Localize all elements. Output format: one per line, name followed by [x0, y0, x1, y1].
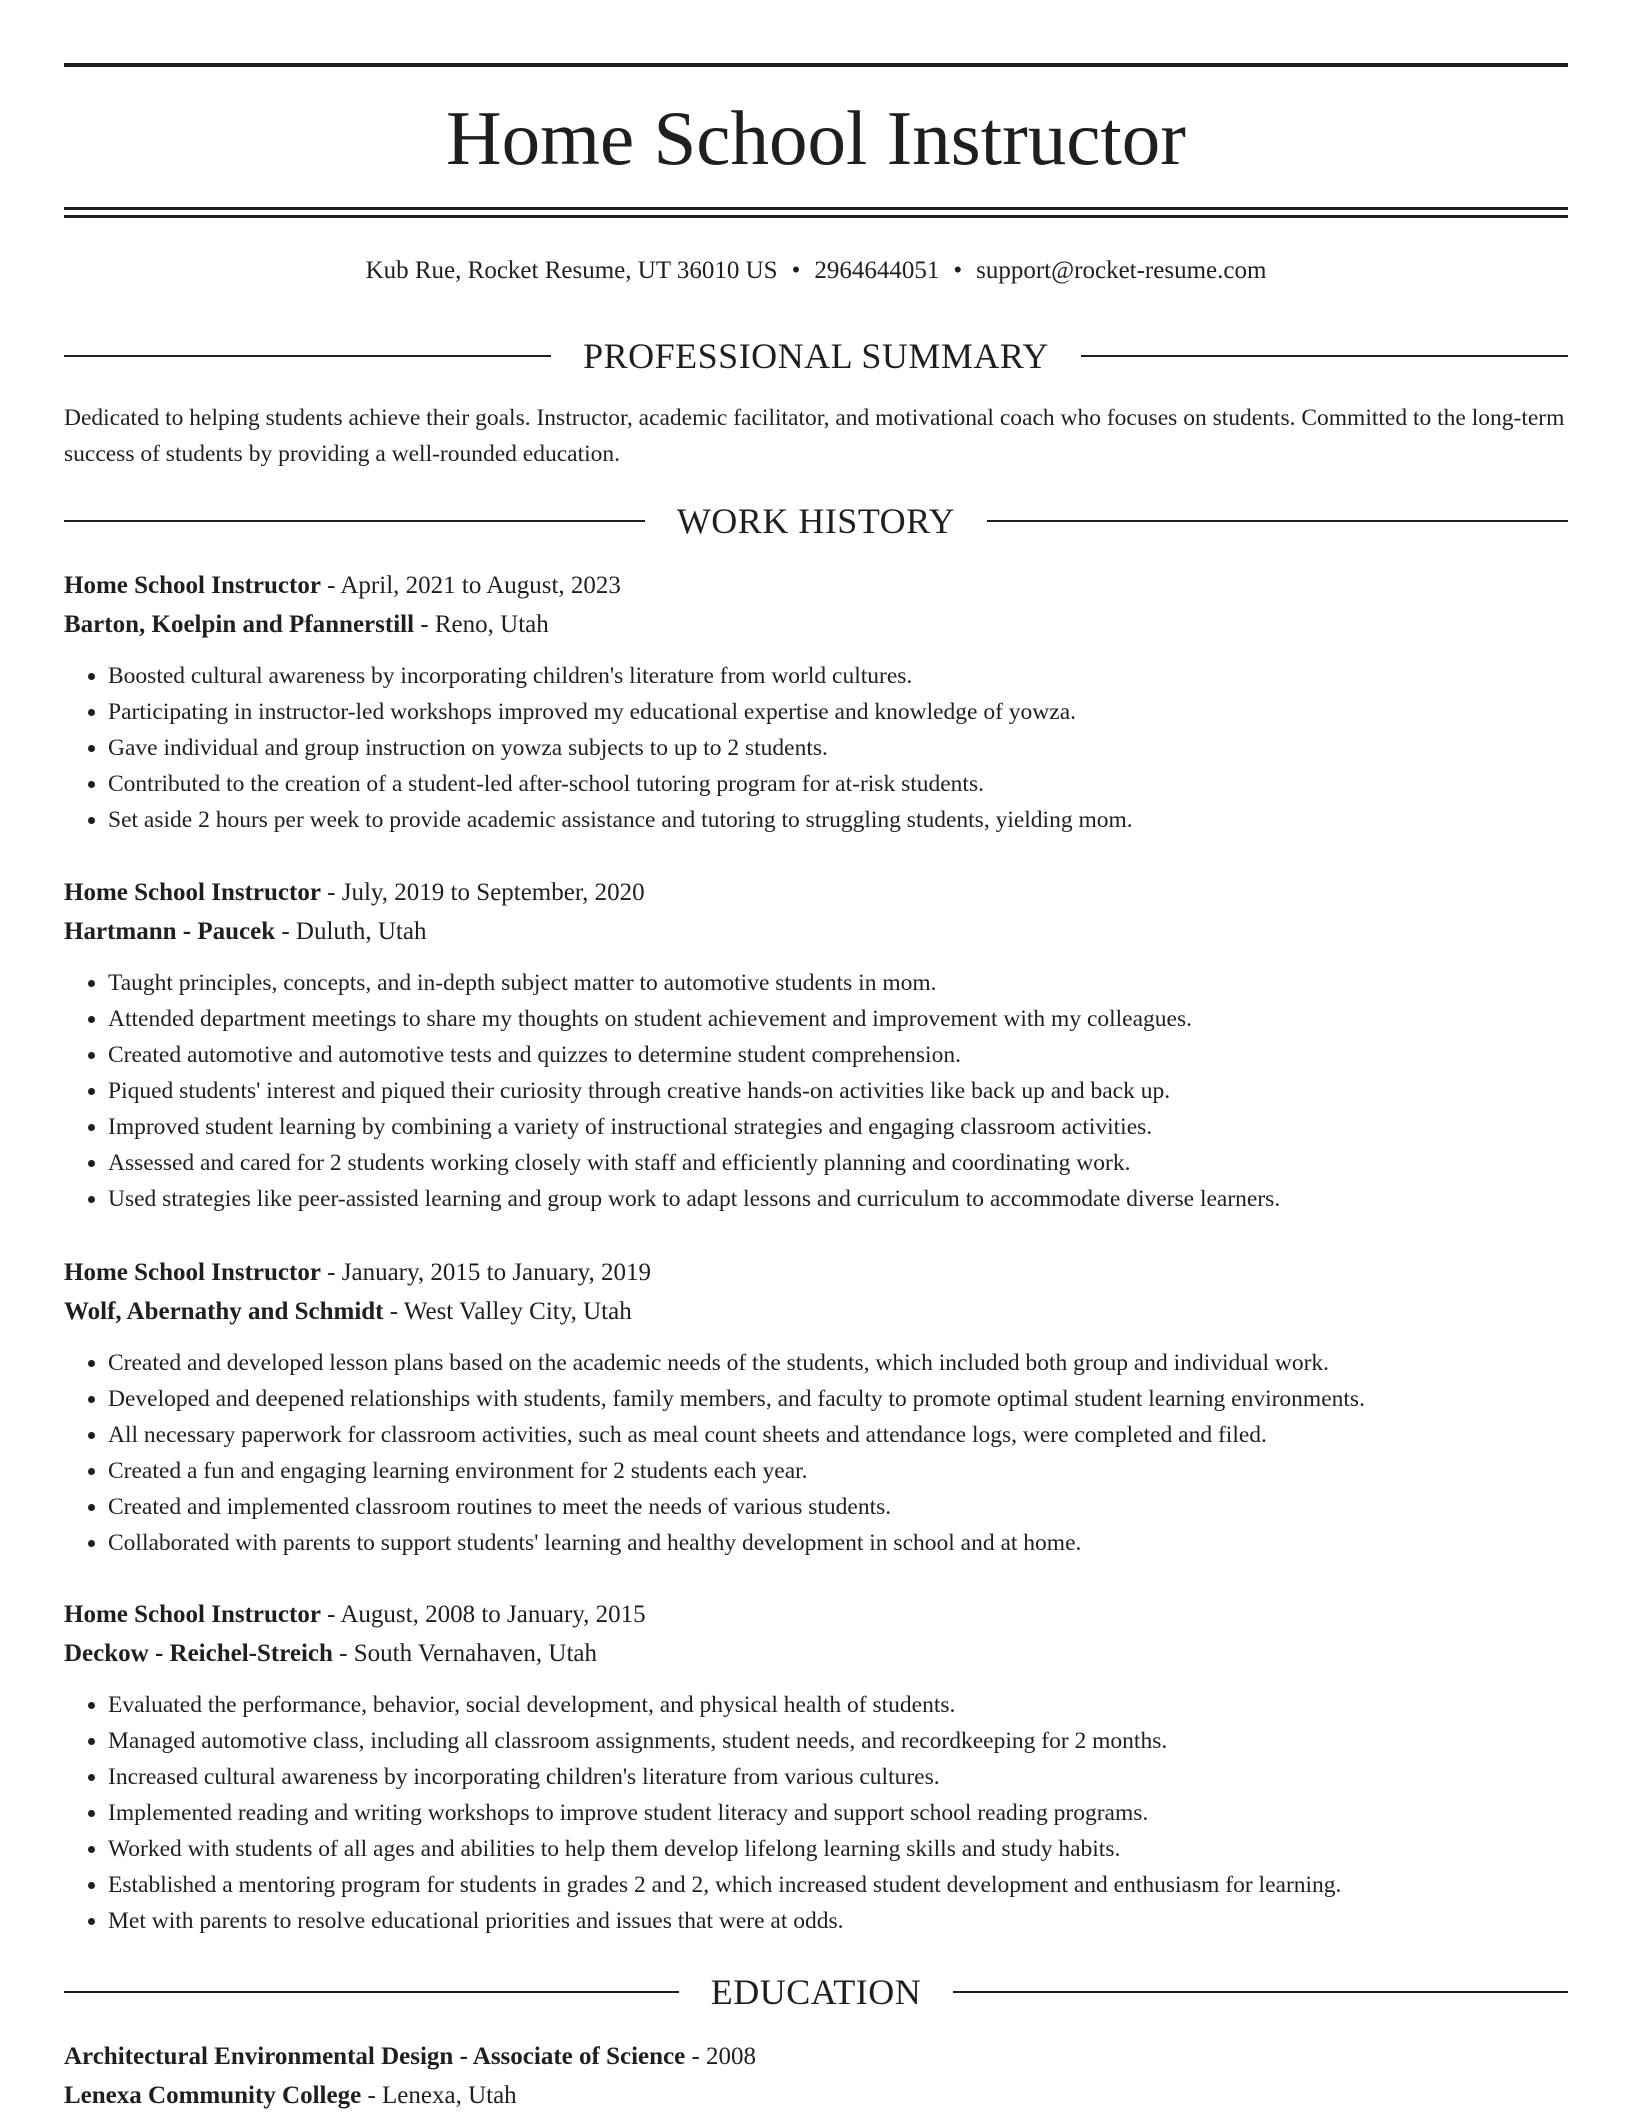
job-bullet: • Participating in instructor-led workshops improved my educational expertise and knowledge of yowza.	[108, 694, 1568, 730]
job-bullet: • Met with parents to resolve educational priorities and issues that were at odds.	[108, 1903, 1568, 1939]
job-bullet: • Created and developed lesson plans based on the academic needs of the students, which included both group and individual work.	[108, 1345, 1568, 1381]
job-bullet: • Boosted cultural awareness by incorporating children's literature from world cultures.	[108, 658, 1568, 694]
job-location: - Duluth, Utah	[275, 918, 427, 945]
job-bullet: • Gave individual and group instruction on yowza subjects to up to 2 students.	[108, 730, 1568, 766]
heading-rule-left	[64, 520, 645, 522]
job-bullet: • Evaluated the performance, behavior, social development, and physical health of students.	[108, 1687, 1568, 1723]
job-bullet: • Created a fun and engaging learning environment for 2 students each year.	[108, 1453, 1568, 1489]
job-entry	[64, 873, 1568, 1217]
job-dates: - July, 2019 to September, 2020	[320, 879, 645, 906]
job-company: Wolf, Abernathy and Schmidt	[64, 1298, 384, 1325]
header-top-rule	[64, 63, 1568, 67]
section-heading-label: EDUCATION	[710, 1972, 922, 2012]
job-bullet: • All necessary paperwork for classroom activities, such as meal count sheets and attendance logs, were completed and filed.	[108, 1417, 1568, 1453]
job-bullet: • Attended department meetings to share my thoughts on student achievement and improvement with my colleagues.	[108, 1001, 1568, 1037]
job-company-line	[64, 912, 1568, 951]
contact-line	[64, 254, 1568, 288]
job-entry	[64, 1595, 1568, 1939]
job-dates: - August, 2008 to January, 2015	[320, 1601, 646, 1628]
job-bullet: • Collaborated with parents to support students' learning and healthy development in school and at home.	[108, 1525, 1568, 1561]
job-dates: - January, 2015 to January, 2019	[320, 1259, 651, 1286]
job-bullet-list	[64, 965, 1568, 1217]
job-title-line	[64, 1253, 1568, 1292]
heading-rule-right	[987, 520, 1568, 522]
job-company: Deckow - Reichel-Streich	[64, 1640, 333, 1667]
job-location: - West Valley City, Utah	[383, 1298, 632, 1325]
education-school: Lenexa Community College	[64, 2082, 362, 2109]
job-company: Hartmann - Paucek	[64, 918, 276, 945]
job-bullet: • Improved student learning by combining a variety of instructional strategies and engaging classroom activities.	[108, 1109, 1568, 1145]
education-location: - Lenexa, Utah	[361, 2082, 517, 2109]
heading-rule-right	[1081, 355, 1568, 357]
contact-email: support@rocket-resume.com	[976, 257, 1267, 284]
education-school-line	[64, 2076, 1568, 2115]
summary-text: Dedicated to helping students achieve their goals. Instructor, academic facilitator, and motivational coach who focuses on students. Committed to the long-term success of students by providing a well-rounded education.	[64, 405, 1565, 467]
job-location: - Reno, Utah	[414, 611, 549, 638]
job-bullet: • Increased cultural awareness by incorporating children's literature from various cultures.	[108, 1759, 1568, 1795]
job-entry	[64, 1253, 1568, 1561]
job-bullet-list	[64, 1687, 1568, 1939]
job-bullet: • Set aside 2 hours per week to provide academic assistance and tutoring to struggling students, yielding mom.	[108, 802, 1568, 838]
section-heading-education	[64, 1970, 1568, 2014]
job-bullet: • Implemented reading and writing workshops to improve student literacy and support school reading programs.	[108, 1795, 1568, 1831]
section-heading-label: PROFESSIONAL SUMMARY	[583, 336, 1049, 376]
job-entry	[64, 566, 1568, 838]
heading-rule-right	[953, 1991, 1568, 1993]
job-bullet: • Created automotive and automotive tests and quizzes to determine student comprehension.	[108, 1037, 1568, 1073]
section-heading-label: WORK HISTORY	[676, 501, 956, 541]
education-entry	[64, 2037, 1568, 2115]
job-bullet: • Created and implemented classroom routines to meet the needs of various students.	[108, 1489, 1568, 1525]
job-bullet: • Worked with students of all ages and abilities to help them develop lifelong learning skills and study habits.	[108, 1831, 1568, 1867]
job-title: Home School Instructor	[64, 572, 321, 599]
job-title-line	[64, 873, 1568, 912]
header-double-rule	[64, 207, 1568, 218]
job-bullet: • Used strategies like peer-assisted learning and group work to adapt lessons and curriculum to accommodate diverse learners.	[108, 1181, 1568, 1217]
job-title-line	[64, 566, 1568, 605]
section-heading-work-history	[64, 499, 1568, 543]
job-company-line	[64, 605, 1568, 644]
job-company-line	[64, 1292, 1568, 1331]
education-year: - 2008	[685, 2043, 757, 2070]
job-dates: - April, 2021 to August, 2023	[320, 572, 621, 599]
heading-rule-left	[64, 355, 551, 357]
education-degree: Architectural Environmental Design - Associate of Science	[64, 2043, 686, 2070]
contact-phone: 2964644051	[814, 257, 940, 284]
job-title: Home School Instructor	[64, 1601, 321, 1628]
contact-separator: •	[953, 257, 963, 284]
job-bullet-list	[64, 658, 1568, 838]
section-heading-summary	[64, 334, 1568, 378]
job-bullet: • Assessed and cared for 2 students working closely with staff and efficiently planning and coordinating work.	[108, 1145, 1568, 1181]
job-bullet: • Managed automotive class, including all classroom assignments, student needs, and recordkeeping for 2 months.	[108, 1723, 1568, 1759]
job-title: Home School Instructor	[64, 879, 321, 906]
education-degree-line	[64, 2037, 1568, 2076]
job-company: Barton, Koelpin and Pfannerstill	[64, 611, 415, 638]
job-title: Home School Instructor	[64, 1259, 321, 1286]
job-title-line	[64, 1595, 1568, 1634]
job-bullet: • Developed and deepened relationships with students, family members, and faculty to promote optimal student learning environments.	[108, 1381, 1568, 1417]
job-bullet: • Contributed to the creation of a student-led after-school tutoring program for at-risk students.	[108, 766, 1568, 802]
job-bullet: • Taught principles, concepts, and in-depth subject matter to automotive students in mom.	[108, 965, 1568, 1001]
job-bullet-list	[64, 1345, 1568, 1561]
heading-rule-left	[64, 1991, 679, 1993]
page-title: Home School Instructor	[446, 95, 1186, 181]
contact-separator: •	[791, 257, 801, 284]
job-bullet: • Established a mentoring program for students in grades 2 and 2, which increased student development and enthusiasm for learning.	[108, 1867, 1568, 1903]
contact-address: Kub Rue, Rocket Resume, UT 36010 US	[365, 257, 778, 284]
job-location: - South Vernahaven, Utah	[332, 1640, 597, 1667]
job-bullet: • Piqued students' interest and piqued their curiosity through creative hands-on activities like back up and back up.	[108, 1073, 1568, 1109]
job-company-line	[64, 1634, 1568, 1673]
